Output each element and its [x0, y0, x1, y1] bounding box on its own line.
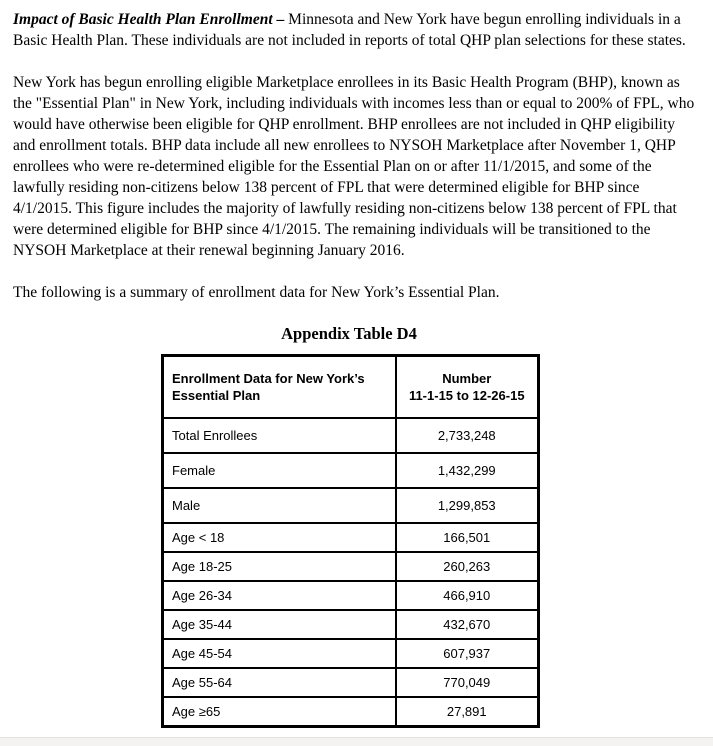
- row-label: Age ≥65: [163, 697, 396, 727]
- paragraph-impact-lead: Impact of Basic Health Plan Enrollment: [13, 11, 273, 28]
- table-row: [163, 668, 539, 697]
- row-label: Age 45-54: [163, 639, 396, 668]
- row-value: 260,263: [396, 552, 539, 581]
- row-label: Age 18-25: [163, 552, 396, 581]
- row-label: Female: [163, 453, 396, 488]
- row-value: 27,891: [396, 697, 539, 727]
- table-row: [163, 453, 539, 488]
- enrollment-table: [161, 354, 540, 728]
- row-value: 432,670: [396, 610, 539, 639]
- table-row: [163, 488, 539, 523]
- table-title: Appendix Table D4: [281, 324, 417, 343]
- header-enrollment-data-line2: Essential Plan: [172, 388, 261, 403]
- row-value: 770,049: [396, 668, 539, 697]
- table-row: [163, 552, 539, 581]
- header-number: [396, 356, 539, 419]
- table-row: [163, 610, 539, 639]
- header-enrollment-data: [163, 356, 396, 419]
- appendix-table-block: [161, 324, 537, 728]
- row-value: 1,432,299: [396, 453, 539, 488]
- row-value: 1,299,853: [396, 488, 539, 523]
- table-row: [163, 418, 539, 453]
- table-row: [163, 581, 539, 610]
- header-number-line2: 11-1-15 to 12-26-15: [408, 388, 525, 403]
- table-header-row: [163, 356, 539, 419]
- row-label: Male: [163, 488, 396, 523]
- paragraph-bhp-details: New York has begun enrolling eligible Marketplace enrollees in its Basic Health Program (BHP), known as the "Essential Plan" in New York, including individuals with incomes less than or equal to 200% of FPL, who would have otherwise been eligible for QHP enrollment. BHP enrollees are not included in QHP eligibility and enrollment totals. BHP data include all new enrollees to NYSOH Marketplace after November 1, QHP enrollees who were re-determined eligible for the Essential Plan on or after 11/1/2015, and some of the lawfully residing non-citizens below 138 percent of FPL that were determined eligible for BHP since 4/1/2015. This figure includes the majority of lawfully residing non-citizens below 138 percent of FPL that were determined eligible for BHP since 4/1/2015. The remaining individuals will be transitioned to the NYSOH Marketplace at their renewal beginning January 2016.: [13, 74, 695, 259]
- row-value: 166,501: [396, 523, 539, 552]
- row-value: 2,733,248: [396, 418, 539, 453]
- row-label: Age 26-34: [163, 581, 396, 610]
- table-row: [163, 523, 539, 552]
- table-row: [163, 639, 539, 668]
- row-value: 466,910: [396, 581, 539, 610]
- header-enrollment-data-line1: Enrollment Data for New York’s: [172, 371, 365, 386]
- paragraph-summary-intro: The following is a summary of enrollment data for New York’s Essential Plan.: [13, 284, 500, 301]
- paragraph-impact-dash: –: [272, 11, 289, 28]
- row-label: Age 55-64: [163, 668, 396, 697]
- row-value: 607,937: [396, 639, 539, 668]
- paragraph-impact: [13, 9, 701, 51]
- row-label: Total Enrollees: [163, 418, 396, 453]
- paragraph-impact-text: Minnesota and New York have begun enrolling individuals in a Basic Health Plan. These individuals are not included in reports of total QHP plan selections for these states.: [13, 11, 686, 49]
- row-label: Age < 18: [163, 523, 396, 552]
- page-bottom-edge: [0, 737, 713, 746]
- table-row: [163, 697, 539, 727]
- row-label: Age 35-44: [163, 610, 396, 639]
- header-number-line1: Number: [442, 371, 492, 386]
